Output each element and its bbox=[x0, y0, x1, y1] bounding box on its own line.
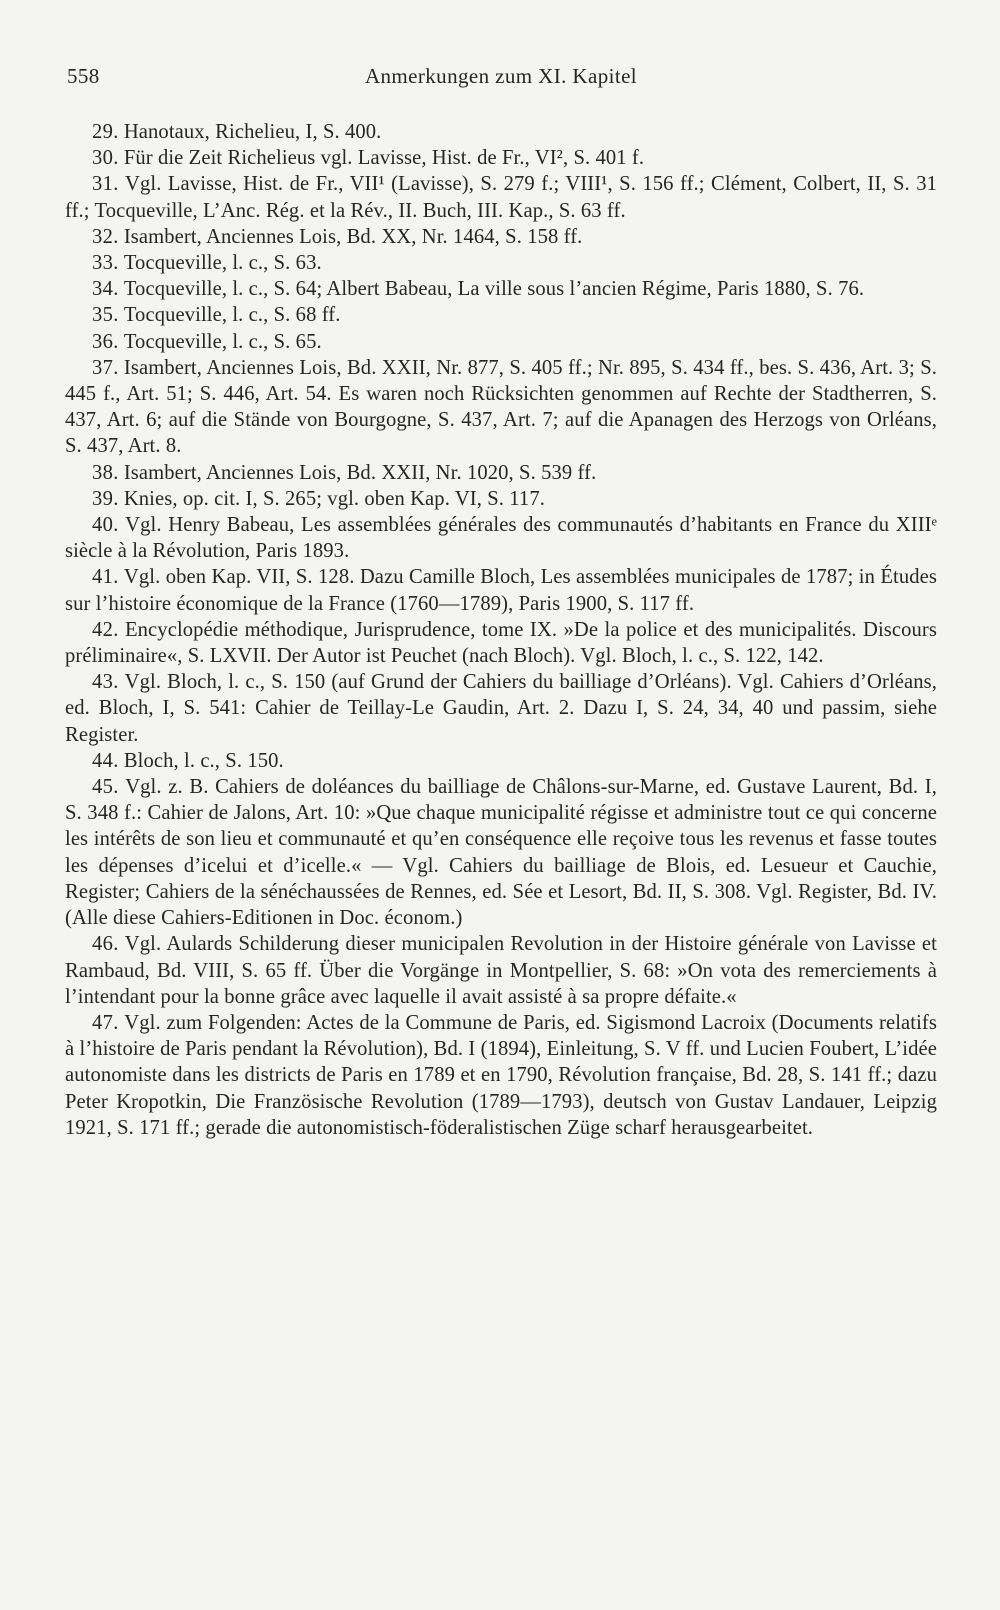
endnote-number: 30. bbox=[92, 147, 119, 170]
endnote bbox=[65, 617, 937, 669]
endnote bbox=[65, 329, 937, 355]
endnote-number: 47. bbox=[92, 1011, 119, 1034]
endnote-text: Vgl. zum Folgenden: Actes de la Commune de Paris, ed. Sigismond Lacroix (Documents relatifs à l’histoire de Paris pendant la Révolution), Bd. I (1894), Einleitung, S. V ff. und Lucien Foubert, L’idée autonomiste dans les districts de Paris en 1789 et en 1790, Révolution française, Bd. 28, S. 141 ff.; dazu Peter Kropotkin, Die Französische Revolution (1789—1793), deutsch von Gustav Landauer, Leipzig 1921, S. 171 ff.; gerade die autonomistisch-föderalistischen Züge scharf herausgearbeitet. bbox=[65, 1011, 937, 1139]
endnote bbox=[65, 171, 937, 223]
endnote-number: 46. bbox=[92, 933, 119, 956]
endnote bbox=[65, 145, 937, 171]
endnote-number: 33. bbox=[92, 252, 119, 275]
endnote bbox=[65, 276, 937, 302]
endnote bbox=[65, 774, 937, 931]
endnote-text: Vgl. Bloch, l. c., S. 150 (auf Grund der Cahiers du bailliage d’Orléans). Vgl. Cahiers d’Orléans, ed. Bloch, I, S. 541: Cahier de Teillay-Le Gaudin, Art. 2. Dazu I, S. 24, 34, 40 und passim, siehe Register. bbox=[65, 671, 938, 746]
endnote-number: 37. bbox=[92, 356, 119, 379]
endnote-number: 35. bbox=[92, 304, 119, 327]
endnote-text: Tocqueville, l. c., S. 63. bbox=[123, 252, 322, 275]
endnote-text: Tocqueville, l. c., S. 65. bbox=[123, 330, 322, 353]
endnote-number: 36. bbox=[92, 330, 119, 353]
endnote-text: Vgl. z. B. Cahiers de doléances du bailliage de Châlons-sur-Marne, ed. Gustave Laurent, Bd. I, S. 348 f.: Cahier de Jalons, Art. 10: »Que chaque municipalité régisse et administre tout ce qui concerne les intérêts de son lieu et communauté et qu’en conséquence elle reçoive tous les revenus et fasse toutes les dépenses d’icelui et d’icelle.« — Vgl. Cahiers du bailliage de Blois, ed. Lesueur et Cauchie, Register; Cahiers de la sénéchaussées de Rennes, ed. Sée et Lesort, Bd. II, S. 308. Vgl. Register, Bd. IV. (Alle diese Cahiers-Editionen in Doc. économ.) bbox=[65, 776, 937, 930]
endnote-number: 29. bbox=[92, 121, 119, 143]
endnote-number: 40. bbox=[92, 514, 119, 537]
endnote-text: Tocqueville, l. c., S. 64; Albert Babeau, La ville sous l’ancien Régime, Paris 1880, S. 76. bbox=[123, 278, 865, 301]
endnote-number: 39. bbox=[92, 487, 119, 510]
endnote-number: 38. bbox=[92, 461, 119, 484]
endnote bbox=[65, 302, 937, 328]
endnote bbox=[65, 748, 937, 774]
page-header bbox=[67, 60, 935, 96]
endnote-text: Tocqueville, l. c., S. 68 ff. bbox=[123, 304, 341, 327]
endnote bbox=[65, 250, 937, 276]
endnote-text: Vgl. Lavisse, Hist. de Fr., VII¹ (Lavisse), S. 279 f.; VIII¹, S. 156 ff.; Clément, Colbert, II, S. 31 ff.; Tocqueville, L’Anc. Rég. et la Rév., II. Buch, III. Kap., S. 63 ff. bbox=[65, 173, 937, 222]
endnote-number: 45. bbox=[92, 776, 119, 799]
endnote bbox=[65, 931, 937, 1010]
endnote bbox=[65, 119, 937, 145]
endnote-number: 32. bbox=[92, 225, 119, 248]
endnote bbox=[65, 460, 937, 486]
endnote-text: Bloch, l. c., S. 150. bbox=[123, 749, 284, 772]
endnote-text: Vgl. Aulards Schilderung dieser municipalen Revolution in der Histoire générale von Lavisse et Rambaud, Bd. VIII, S. 65 ff. Über die Vorgänge in Montpellier, S. 68: »On vota des remerciements à l’intendant pour la bonne grâce avec laquelle il avait assisté à sa propre défaite.« bbox=[65, 933, 937, 1008]
endnote-number: 31. bbox=[92, 173, 119, 196]
endnote-number: 42. bbox=[92, 618, 119, 641]
endnote bbox=[65, 669, 937, 748]
endnote bbox=[65, 355, 937, 460]
endnote-text: Encyclopédie méthodique, Jurisprudence, tome IX. »De la police et des municipalités. Discours préliminaire«, S. LXVII. Der Autor ist Peuchet (nach Bloch). Vgl. Bloch, l. c., S. 122, 142. bbox=[65, 618, 937, 668]
endnote-text: Isambert, Anciennes Lois, Bd. XXII, Nr. 1020, S. 539 ff. bbox=[123, 461, 597, 484]
endnote-number: 34. bbox=[92, 278, 119, 301]
page-number: 558 bbox=[67, 64, 100, 88]
endnote-text: Vgl. Henry Babeau, Les assemblées générales des communautés d’habitants en France du XIIIᵉ siècle à la Révolution, Paris 1893. bbox=[65, 514, 937, 563]
endnotes-list bbox=[65, 119, 937, 1141]
running-head: Anmerkungen zum XI. Kapitel bbox=[364, 64, 638, 88]
endnote bbox=[65, 564, 937, 616]
endnote-number: 43. bbox=[92, 671, 119, 694]
endnote-text: Isambert, Anciennes Lois, Bd. XXII, Nr. 877, S. 405 ff.; Nr. 895, S. 434 ff., bes. S. 436, Art. 3; S. 445 f., Art. 51; S. 446, Art. 54. Es waren noch Rücksichten genommen auf Rechte der Stadtherren, S. 437, Art. 6; auf die Stände von Bourgogne, S. 437, Art. 7; auf die Apanagen des Herzogs von Orléans, S. 437, Art. 8. bbox=[65, 356, 938, 458]
endnote bbox=[65, 512, 937, 564]
endnote-text: Isambert, Anciennes Lois, Bd. XX, Nr. 1464, S. 158 ff. bbox=[123, 225, 583, 248]
endnote-text: Hanotaux, Richelieu, I, S. 400. bbox=[123, 121, 382, 143]
endnote bbox=[65, 486, 937, 512]
endnote-text: Für die Zeit Richelieus vgl. Lavisse, Hist. de Fr., VI², S. 401 f. bbox=[123, 147, 645, 170]
endnote bbox=[65, 224, 937, 250]
endnote-text: Vgl. oben Kap. VII, S. 128. Dazu Camille Bloch, Les assemblées municipales de 1787; in Études sur l’histoire économique de la France (1760—1789), Paris 1900, S. 117 ff. bbox=[65, 566, 937, 615]
endnote-number: 44. bbox=[92, 749, 119, 772]
endnote-number: 41. bbox=[92, 566, 119, 589]
endnote-text: Knies, op. cit. I, S. 265; vgl. oben Kap. VI, S. 117. bbox=[123, 487, 545, 510]
endnote bbox=[65, 1010, 937, 1141]
